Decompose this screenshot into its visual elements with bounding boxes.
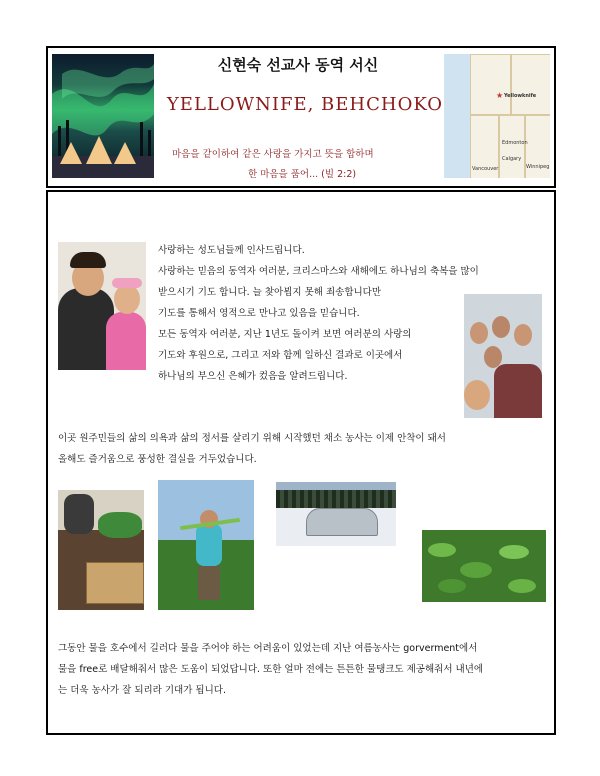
tipi — [60, 142, 82, 164]
map-label-city: Vancouver — [472, 166, 499, 172]
map-region — [498, 114, 526, 178]
missionary-with-child-photo — [58, 242, 146, 370]
woman-holding-vegetable-photo — [158, 480, 254, 610]
tipi — [114, 142, 136, 164]
garden-line: 이곳 원주민들의 삶의 의욕과 삶의 정서를 살리기 위해 시작했던 채소 농사는 이제 안착이 돼서 — [58, 433, 446, 444]
intro-line: 기도와 후원으로, 그리고 저와 함께 일하신 결과로 이곳에서 — [158, 350, 403, 361]
map-region — [510, 54, 550, 116]
map-ocean — [444, 54, 470, 178]
canada-map — [444, 54, 550, 178]
intro-line: 사랑하는 성도님들께 인사드립니다. — [158, 245, 305, 256]
leaves-pattern — [422, 530, 546, 602]
child-face — [492, 316, 510, 338]
woman-hair — [70, 252, 106, 268]
garden-paragraph — [58, 428, 548, 470]
woman-skirt — [198, 566, 220, 600]
aurora-photo — [52, 54, 154, 178]
newsletter-body — [46, 190, 556, 735]
intro-line: 받으시기 기도 합니다. 늘 찾아뵙지 못해 죄송합니다만 — [158, 287, 382, 298]
child-figure — [106, 312, 146, 370]
location-star-icon: ★ — [496, 91, 504, 100]
water-paragraph — [58, 638, 552, 701]
water-line: 는 더욱 농사가 잘 되리라 기대가 됩니다. — [58, 685, 226, 696]
plants — [98, 512, 142, 538]
garden-line: 올해도 즐거움으로 풍성한 결실을 거두었습니다. — [58, 454, 257, 465]
child-face — [114, 284, 140, 314]
potato-harvest-photo — [58, 490, 144, 610]
intro-line: 기도를 통해서 영적으로 만나고 있음을 믿습니다. — [158, 308, 360, 319]
bible-verse-line2: 한 마음을 품어... (빌 2:2) — [248, 169, 357, 180]
intro-line: 사랑하는 믿음의 동역자 여러분, 크리스마스와 새해에도 하나님의 축복을 많이 — [158, 266, 479, 277]
greenhouse-structure — [306, 508, 378, 536]
water-line: 물을 free로 배달해줘서 많은 도움이 되었답니다. 또한 얼마 전에는 튼튼한 물탱크도 제공해줘서 내년에 — [58, 664, 484, 675]
forest-treeline — [276, 490, 396, 508]
children-group-photo — [464, 294, 542, 418]
potato-box — [86, 562, 144, 604]
gardener-figure — [64, 494, 94, 534]
location-title: YELLOWNIFE, BEHCHOKO — [166, 94, 444, 115]
children-clothes — [494, 364, 542, 418]
newsletter-header — [46, 46, 556, 188]
newsletter-title: 신현숙 선교사 동역 서신 — [217, 56, 379, 74]
map-region — [470, 54, 512, 116]
map-label-yellowknife: Yellowknife — [504, 93, 537, 99]
pea-plants-photo — [422, 530, 546, 602]
greenhouse-winter-photo — [276, 482, 396, 546]
map-label-city: Edmonton — [502, 140, 528, 146]
intro-line: 하나님의 부으신 은혜가 컸음을 알려드립니다. — [158, 371, 348, 382]
map-label-city: Winnipeg — [526, 164, 550, 170]
child-face — [514, 324, 532, 346]
map-label-city: Calgary — [502, 156, 522, 162]
child-crown — [112, 278, 142, 288]
child-face — [470, 322, 488, 344]
bible-verse-line1: 마음을 같이하여 같은 사랑을 가지고 뜻을 합하며 — [172, 149, 374, 160]
tipi — [86, 136, 112, 164]
woman-shirt — [196, 524, 222, 566]
child-face — [464, 380, 490, 410]
intro-line: 모든 동역자 여러분, 지난 1년도 돌이켜 보면 여러분의 사랑의 — [158, 329, 412, 340]
water-line: 그동안 물을 호수에서 길러다 물을 주어야 하는 어려움이 있었는데 지난 여름농사는 gorverment에서 — [58, 643, 478, 654]
tree — [140, 122, 143, 160]
